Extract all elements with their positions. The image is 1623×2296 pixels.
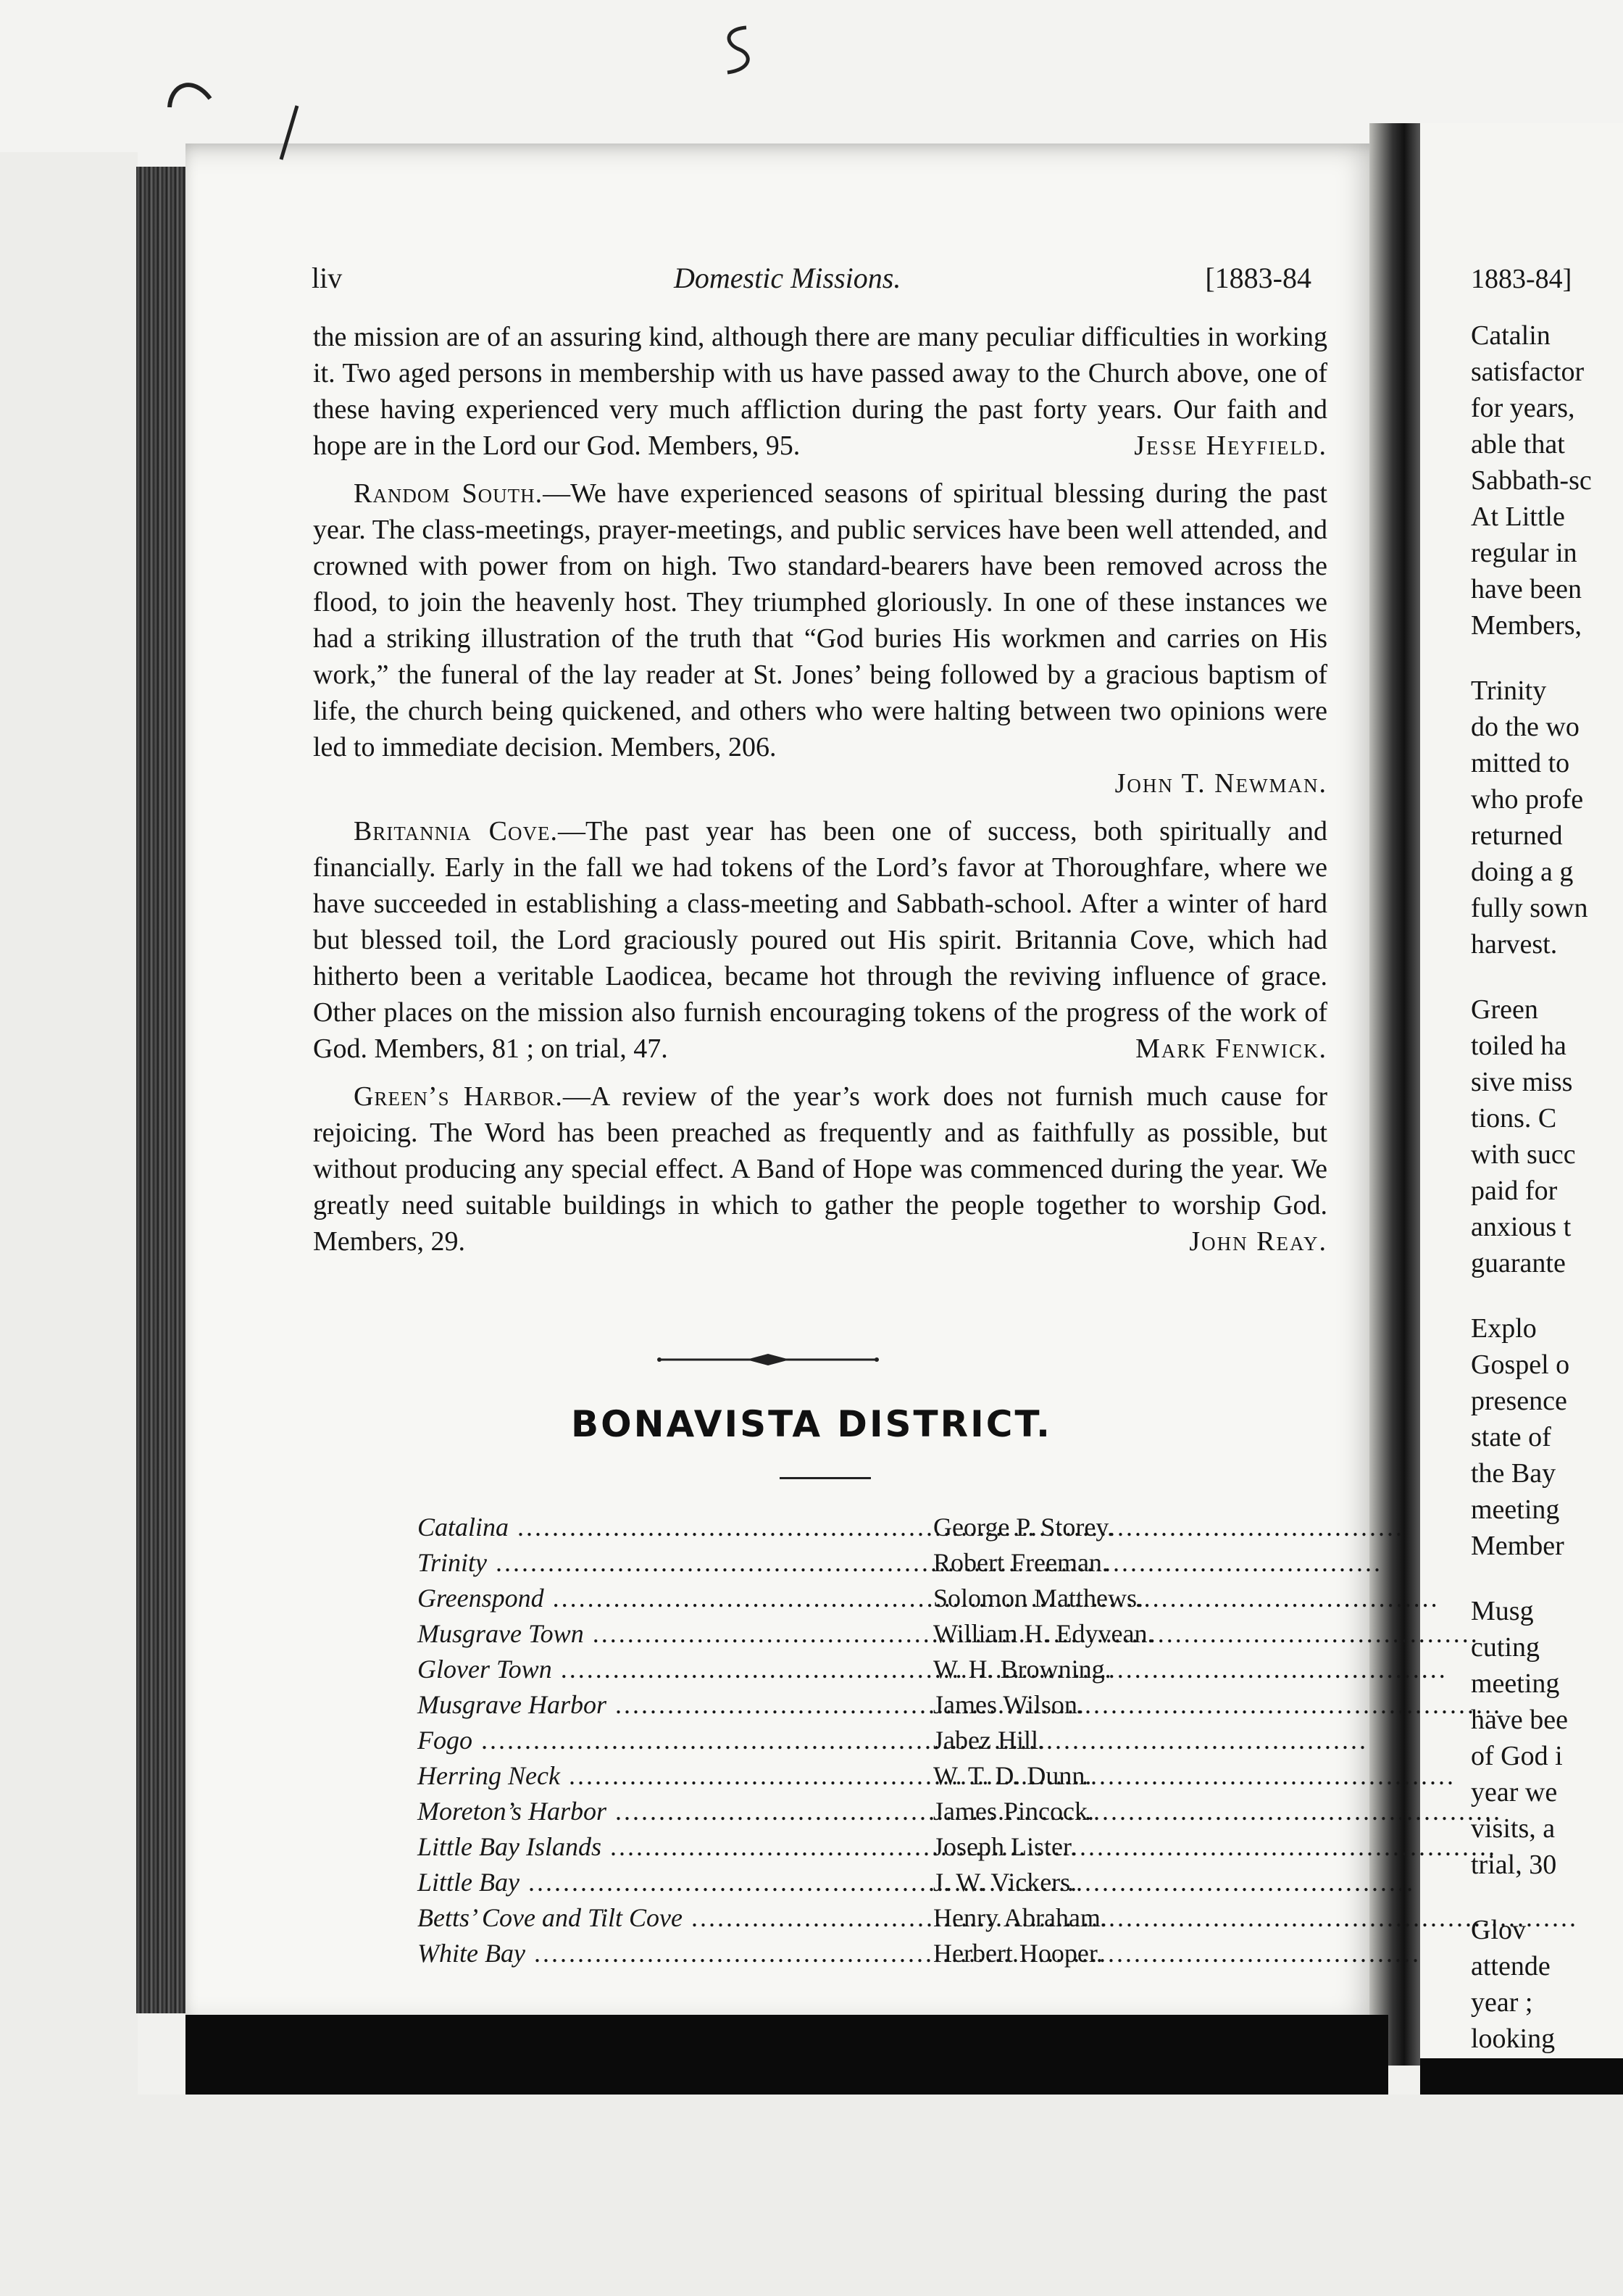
report-text (313, 319, 1327, 1271)
facing-line: anxious t (1471, 1212, 1572, 1242)
title-rule (780, 1477, 871, 1479)
station-name: White Bay ..... (417, 1938, 917, 1968)
running-header (312, 261, 1311, 304)
facing-line: Explo (1471, 1313, 1537, 1344)
signature: John Reay. (1189, 1226, 1327, 1257)
station-name: Herring Neck ..... (417, 1760, 917, 1791)
facing-line: mitted to (1471, 748, 1570, 778)
station-row (417, 1583, 1185, 1618)
facing-line-gap (1471, 644, 1623, 673)
facing-line: able that (1471, 429, 1565, 459)
facing-line: guarante (1471, 1248, 1566, 1278)
station-name: Greenspond ..... (417, 1583, 917, 1613)
facing-line: Glov (1471, 1915, 1526, 1945)
pen-mark-icon (164, 70, 222, 113)
facing-line: satisfactor (1471, 357, 1585, 387)
running-title: Domestic Missions. (674, 262, 901, 294)
station-row (417, 1654, 1185, 1689)
facing-line: visits, a (1471, 1813, 1556, 1844)
district-title: BONAVISTA DISTRICT. (571, 1403, 1052, 1445)
station-row (417, 1938, 1185, 1973)
report-paragraph (313, 475, 1327, 802)
pen-mark-icon (275, 101, 304, 167)
station-name: Moreton’s Harbor ..... (417, 1796, 917, 1826)
section-ornament (652, 1352, 884, 1367)
minister-name: Robert Freeman. (933, 1548, 1109, 1577)
facing-line: state of (1471, 1422, 1551, 1452)
scan-shadow-bottom (185, 2015, 1388, 2095)
facing-line: returned (1471, 820, 1563, 851)
paragraph-body: the mission are of an assuring kind, although there are many peculiar difficulties in working it. Two aged persons in membership with us have passed away to the Church above, one of these having experienced very much affliction during the past forty years. Our faith and hope are in the Lord our God. Members, 95. (313, 322, 1327, 461)
facing-page-header: 1883-84] (1471, 264, 1572, 294)
report-paragraph (313, 813, 1327, 1067)
station-row (417, 1831, 1185, 1867)
facing-line: cuting (1471, 1632, 1540, 1663)
station-row (417, 1689, 1185, 1725)
station-name: Little Bay Islands ..... (417, 1831, 917, 1862)
facing-line-gap (1471, 1564, 1623, 1593)
scan-shadow-bottom-right (1420, 2058, 1623, 2095)
facing-line: toiled ha (1471, 1031, 1566, 1061)
signature: John T. Newman. (1114, 768, 1327, 799)
facing-line: presence (1471, 1386, 1567, 1416)
facing-line-gap (1471, 1883, 1623, 1912)
paragraph-body: —The past year has been one of success, both spiritually and financially. Early in the fall we had tokens of the Lord’s favor at Thoroughfare, where we have succeeded in establishing a class-meeting and Sabbath-school. After a winter of hard but blessed toil, the Lord graciously poured out His spirit. Britannia Cove, which had hitherto been a veritable Laodicea, became hot through the reviving influence of grace. Other places on the mission also furnish encouraging tokens of the progress of the work of God. Members, 81 ; on trial, 47. (313, 816, 1327, 1064)
facing-line: Gospel o (1471, 1349, 1570, 1380)
facing-line: have bee (1471, 1705, 1568, 1735)
minister-name: W. T. D. Dunn. (933, 1761, 1092, 1790)
facing-line: At Little (1471, 502, 1565, 532)
facing-line: looking (1471, 2023, 1556, 2054)
paragraph-body: —A review of the year’s work does not furnish much cause for rejoicing. The Word has been preached as frequently and as faithfully as possible, but without producing any special effect. A Band of Hope was commenced during the year. We greatly need suitable buildings in which to gather the people together to worship God. Members, 29. (313, 1081, 1327, 1257)
facing-line: Member (1471, 1531, 1564, 1561)
station-name: Trinity ..... (417, 1547, 917, 1578)
facing-line-gap (1471, 1281, 1623, 1310)
minister-name: Joseph Lister. (933, 1832, 1077, 1861)
station-name: Catalina ..... (417, 1512, 917, 1542)
station-name: Musgrave Town ..... (417, 1618, 917, 1649)
minister-name: W. H. Browning. (933, 1655, 1111, 1684)
station-row (417, 1867, 1185, 1902)
facing-line-gap (1471, 962, 1623, 991)
year-range: [1883-84 (1205, 262, 1311, 294)
folio-number: liv (312, 262, 343, 294)
facing-line: have been (1471, 574, 1582, 604)
facing-line: paid for (1471, 1176, 1558, 1206)
facing-line: tions. C (1471, 1103, 1557, 1134)
pen-mark-icon (717, 22, 761, 80)
station-row (417, 1760, 1185, 1796)
facing-line: year ; (1471, 1987, 1533, 2018)
minister-name: James Pincock. (933, 1797, 1094, 1826)
station-row (417, 1902, 1185, 1938)
facing-line: Green (1471, 994, 1538, 1025)
paragraph-body: —We have experienced seasons of spiritual blessing during the past year. The class-meetings, prayer-meetings, and public services have been well attended, and crowned with power from on high. Two standard-bearers have been removed across the flood, to join the heavenly host. They triumphed gloriously. In one of these instances we had a striking illustration of the truth that “God buries His workmen and carries on His work,” the funeral of the lay reader at St. Jones’ being followed by a gracious baptism of life, the church being quickened, and others who were halting between two opinions were led to immediate decision. Members, 206. (313, 478, 1327, 762)
station-heading: Britannia Cove. (354, 816, 558, 847)
facing-line: the Bay (1471, 1458, 1556, 1489)
report-paragraph (313, 1078, 1327, 1260)
facing-line: doing a g (1471, 857, 1574, 887)
station-heading: Random South. (354, 478, 543, 509)
facing-line: trial, 30 (1471, 1850, 1557, 1880)
station-name: Glover Town ..... (417, 1654, 917, 1684)
facing-line: sive miss (1471, 1067, 1573, 1097)
book-page-edges (136, 167, 187, 2013)
minister-name: George P. Storey. (933, 1513, 1114, 1542)
minister-name: Solomon Matthews. (933, 1584, 1144, 1613)
facing-line: Members, (1471, 610, 1582, 641)
minister-name: Jabez Hill. (933, 1726, 1045, 1755)
facing-line: Trinity (1471, 675, 1547, 706)
minister-name: Herbert Hooper. (933, 1939, 1103, 1968)
facing-line: Musg (1471, 1596, 1534, 1626)
minister-name: James Wilson. (933, 1690, 1084, 1719)
facing-line: for years, (1471, 393, 1575, 423)
facing-page-lines (1471, 317, 1623, 2057)
facing-line: attende (1471, 1951, 1551, 1981)
station-name: Fogo ..... (417, 1725, 917, 1755)
facing-line: meeting (1471, 1494, 1560, 1525)
station-row (417, 1547, 1185, 1583)
facing-line: Sabbath-sc (1471, 465, 1592, 496)
station-heading: Green’s Harbor. (354, 1081, 563, 1112)
facing-line: do the wo (1471, 712, 1580, 742)
station-name: Musgrave Harbor ..... (417, 1689, 917, 1720)
station-row (417, 1618, 1185, 1654)
facing-line: fully sown (1471, 893, 1588, 923)
station-row (417, 1796, 1185, 1831)
report-paragraph (313, 319, 1327, 464)
station-row (417, 1725, 1185, 1760)
facing-line: who profe (1471, 784, 1584, 815)
station-list (417, 1512, 1185, 1973)
station-row (417, 1512, 1185, 1547)
station-name: Little Bay ..... (417, 1867, 917, 1897)
minister-name: J. W. Vickers. (933, 1868, 1077, 1897)
film-margin-left (0, 152, 138, 2296)
facing-line: harvest. (1471, 929, 1558, 960)
facing-line: with succ (1471, 1139, 1576, 1170)
signature: Mark Fenwick. (1135, 1033, 1327, 1064)
facing-page-text (1471, 261, 1623, 2054)
signature: Jesse Heyfield. (1134, 430, 1327, 461)
facing-line: regular in (1471, 538, 1577, 568)
station-name: Betts’ Cove and Tilt Cove ..... (417, 1902, 917, 1933)
film-margin-bottom (0, 2095, 1623, 2296)
minister-name: William H. Edyvean. (933, 1619, 1154, 1648)
facing-line: year we (1471, 1777, 1558, 1808)
facing-line: meeting (1471, 1668, 1560, 1699)
minister-name: Henry Abraham. (933, 1903, 1107, 1932)
facing-line: of God i (1471, 1741, 1563, 1771)
facing-line: Catalin (1471, 320, 1551, 351)
